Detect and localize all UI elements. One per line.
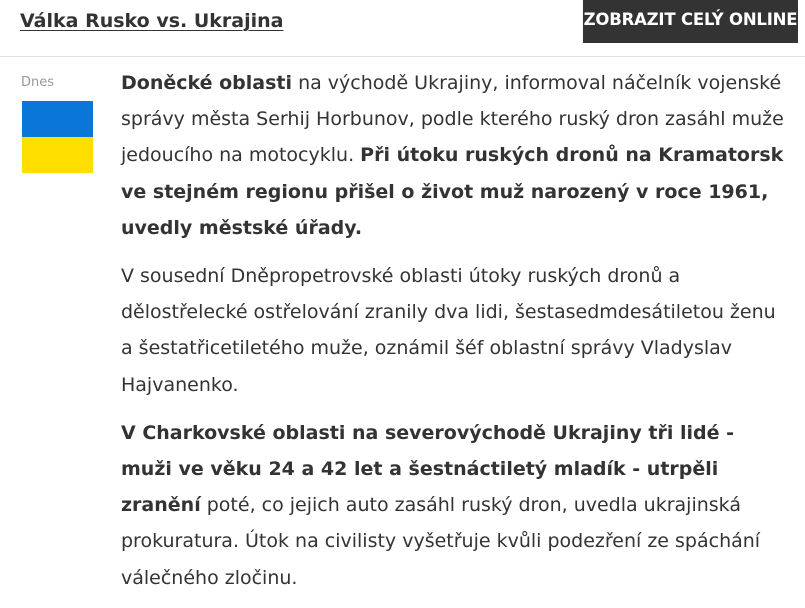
text-segment: V sousední Dněpropetrovské oblasti útoky ruských dronů a dělostřelecké ostřelování zranily dva lidi, šestasedmdesátiletou ženu a šestatřicetiletého muže, oznámil šéf oblastní správy Vladyslav Hajvanenko. (121, 265, 776, 396)
text-segment: na východě Ukrajiny, informoval náčelník vojenské správy města Serhij Horbunov, podle kterého ruský dron zasáhl muže jedoucího na motocyklu. (121, 72, 784, 167)
show-full-online-button[interactable]: ZOBRAZIT CELÝ ONLINE (583, 0, 798, 43)
entry-time: Dnes (21, 75, 55, 90)
topic-title-link[interactable]: Válka Rusko vs. Ukrajina (20, 10, 284, 32)
bold-text-segment: V Charkovské oblasti na severovýchodě Ukrajiny tři lidé - muži ve věku 24 a 42 let a šestnáctiletý mladík - utrpěli zranění (121, 421, 734, 517)
flag-yellow-stripe (22, 137, 93, 173)
text-segment: poté, co jejich auto zasáhl ruský dron, uvedla ukrajinská prokuratura. Útok na civilisty vyšetřuje kvůli podezření ze spáchání válečného zločinu. (121, 494, 761, 589)
top-bar (0, 0, 805, 57)
article-text (121, 65, 789, 608)
bold-text-segment: Doněcké oblasti (121, 72, 293, 94)
flag-blue-stripe (22, 101, 93, 137)
article-paragraph (121, 258, 789, 403)
article-paragraph (121, 65, 789, 246)
bold-text-segment: Při útoku ruských dronů na Kramatorsk ve stejném regionu přišel o život muž narozený v roce 1961, uvedly městské úřady. (121, 144, 784, 239)
article-paragraph (121, 415, 789, 596)
ukraine-flag-icon (22, 101, 93, 173)
